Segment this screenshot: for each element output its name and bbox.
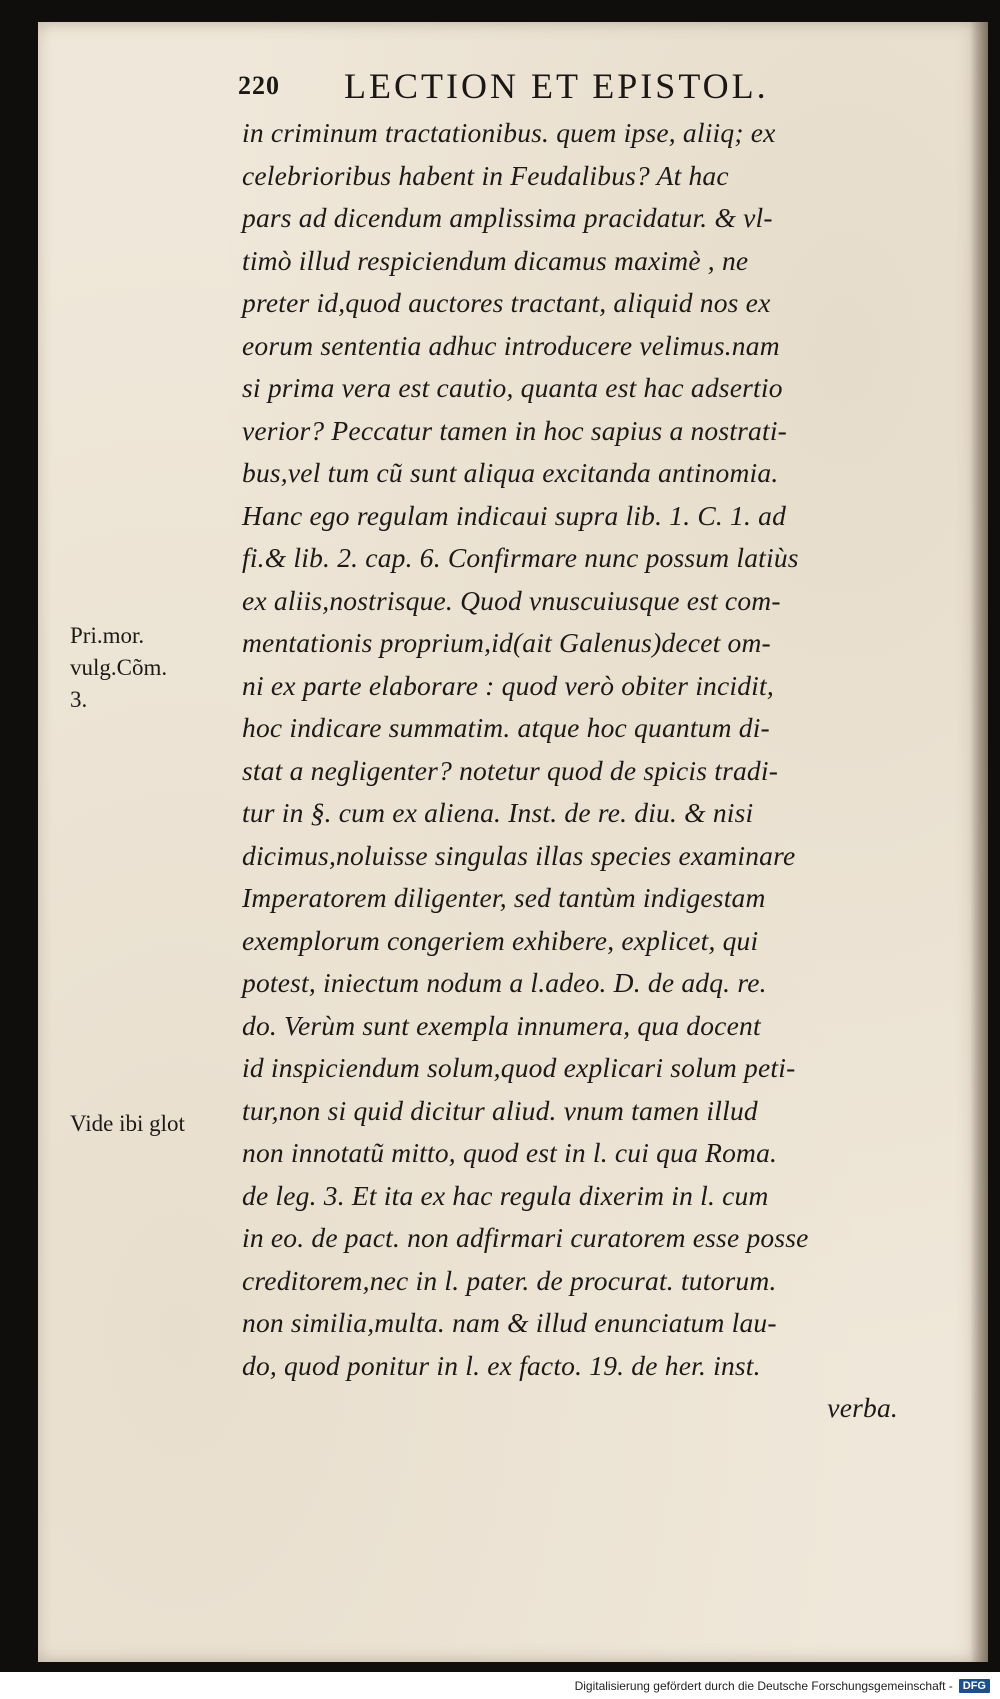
text-line: bus,vel tum cũ sunt aliqua excitanda antinomia.: [242, 457, 779, 488]
margin-note-line: 3.: [70, 687, 88, 712]
text-line: Hanc ego regulam indicaui supra lib. 1. C. 1. ad: [242, 499, 787, 531]
text-line: celebrioribus habent in Feudalibus? At hac: [242, 159, 729, 191]
dfg-logo-icon: DFG: [959, 1679, 990, 1693]
margin-note-line: Pri.mor.: [70, 623, 145, 648]
text-line: mentationis proprium,id(ait Galenus)decet om-: [242, 627, 771, 658]
text-line: non innotatũ mitto, quod est in l. cui qua Roma.: [242, 1137, 778, 1168]
text-line: eorum sententia adhuc introducere velimus.nam: [242, 329, 780, 361]
text-line: tur in §. cum ex aliena. Inst. de re. diu. & nisi: [242, 797, 754, 828]
text-line: non similia,multa. nam & illud enunciatum lau-: [242, 1307, 777, 1338]
text-line: dicimus,noluisse singulas illas species examinare: [242, 839, 796, 871]
footer-credit: Digitalisierung gefördert durch die Deutsche Forschungsgemeinschaft -: [574, 1678, 953, 1693]
text-line: in eo. de pact. non adfirmari curatorem esse posse: [242, 1222, 809, 1253]
running-head: LECTION ET EPISTOL.: [344, 66, 769, 106]
text-line: do, quod ponitur in l. ex facto. 19. de her. inst.: [242, 1349, 761, 1381]
text-line: tur,non si quid dicitur aliud. vnum tamen illud: [242, 1094, 758, 1126]
text-line: fi.& lib. 2. cap. 6. Confirmare nunc possum latiùs: [242, 542, 799, 573]
text-line: pars ad dicendum amplissima pracidatur. & vl-: [242, 202, 773, 233]
text-line: creditorem,nec in l. pater. de procurat. tutorum.: [242, 1264, 777, 1296]
text-line: exemplorum congeriem exhibere, explicet, qui: [242, 924, 759, 956]
text-line: stat a negligenter? notetur quod de spicis tradi-: [242, 754, 779, 786]
page-number: 220: [238, 71, 280, 100]
margin-note-line: vulg.Cõm.: [70, 655, 168, 680]
catchword: verba.: [827, 1392, 898, 1423]
text-line: in criminum tractationibus. quem ipse, aliiq; ex: [242, 117, 776, 148]
text-line: de leg. 3. Et ita ex hac regula dixerim in l. cum: [242, 1179, 769, 1211]
text-line: verior? Peccatur tamen in hoc sapius a nostrati-: [242, 414, 788, 446]
body-text: [242, 112, 904, 1430]
digitization-footer: [0, 1672, 1000, 1699]
text-line: ni ex parte elaborare : quod verò obiter incidit,: [242, 669, 774, 701]
page-header: [238, 58, 878, 114]
text-line: potest, iniectum nodum a l.adeo. D. de adq. re.: [242, 967, 767, 998]
text-line: id inspiciendum solum,quod explicari solum peti-: [242, 1052, 796, 1083]
text-line: si prima vera est cautio, quanta est hac adsertio: [242, 372, 783, 403]
text-line: timò illud respiciendum dicamus maximè , ne: [242, 244, 749, 276]
text-line: preter id,quod auctores tractant, aliquid nos ex: [242, 287, 771, 318]
page-edge-shadow: [970, 22, 988, 1662]
text-line: Imperatorem diligenter, sed tantùm indigestam: [242, 882, 766, 913]
text-line: hoc indicare summatim. atque hoc quantum di-: [242, 712, 770, 743]
text-line: do. Verùm sunt exempla innumera, qua docent: [242, 1009, 761, 1041]
text-line: ex aliis,nostrisque. Quod vnuscuiusque est com-: [242, 584, 781, 616]
margin-note-vide-ibi: [70, 1108, 248, 1140]
margin-note-pri-mor: [70, 620, 248, 716]
margin-note-line: Vide ibi glot: [70, 1111, 185, 1136]
